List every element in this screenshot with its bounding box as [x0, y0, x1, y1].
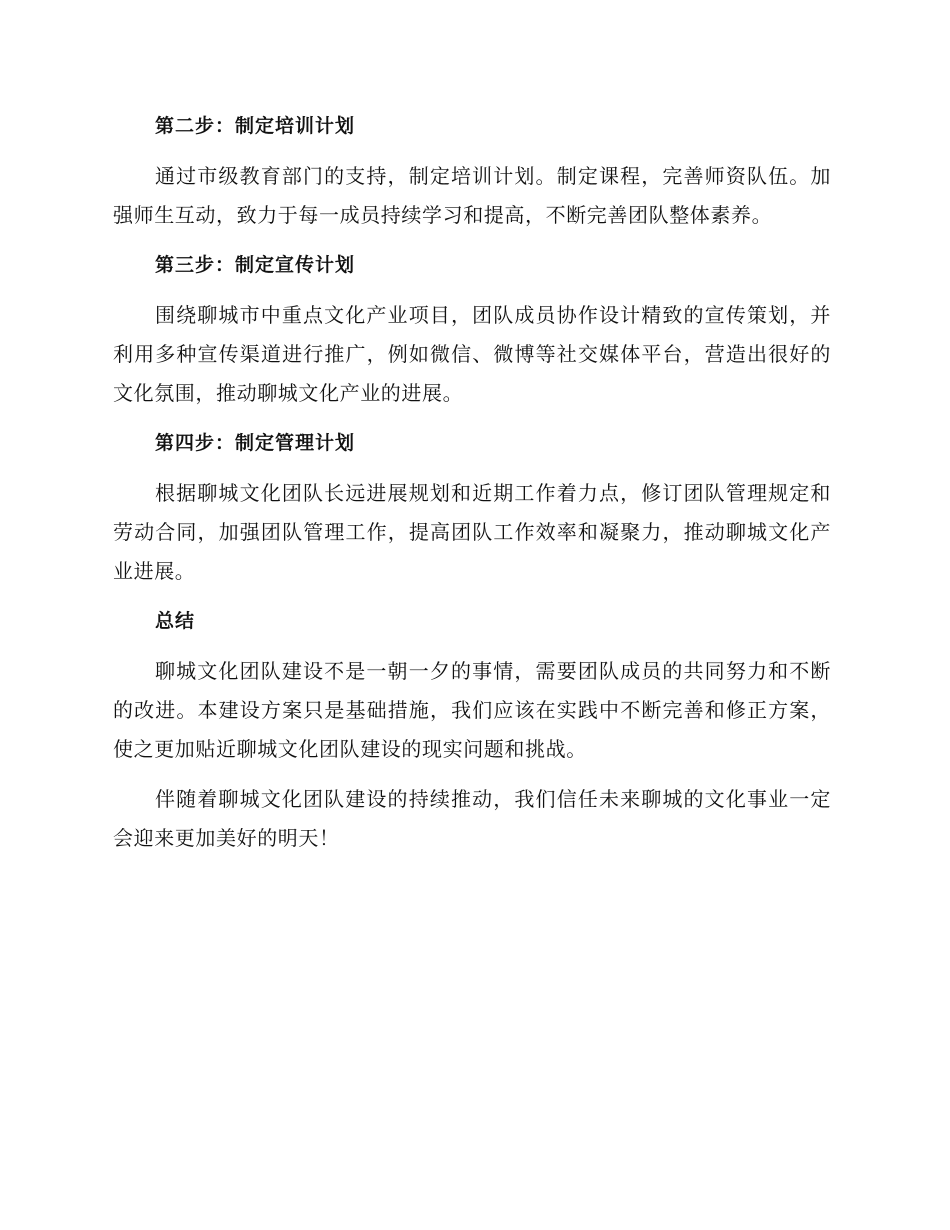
section-heading-step-4: 第四步：制定管理计划: [155, 432, 356, 454]
section-heading-summary: 总结: [155, 610, 196, 632]
paragraph-summary-1: 聊城文化团队建设不是一朝一夕的事情，需要团队成员的共同努力和不断的改进。本建设方案只是基础措施，我们应该在实践中不断完善和修正方案，使之更加贴近聊城文化团队建设的现实问题和挑战。: [113, 659, 831, 761]
paragraph-step-2: 通过市级教育部门的支持，制定培训计划。制定课程，完善师资队伍。加强师生互动，致力于每一成员持续学习和提高，不断完善团队整体素养。: [113, 164, 831, 227]
paragraph-step-3: 围绕聊城市中重点文化产业项目，团队成员协作设计精致的宣传策划，并利用多种宣传渠道进行推广，例如微信、微博等社交媒体平台，营造出很好的文化氛围，推动聊城文化产业的进展。: [113, 303, 831, 405]
section-heading-step-2: 第二步：制定培训计划: [155, 115, 356, 137]
section-heading-step-3: 第三步：制定宣传计划: [155, 254, 356, 276]
paragraph-summary-2: 伴随着聊城文化团队建设的持续推动，我们信任未来聊城的文化事业一定会迎来更加美好的明天！: [113, 787, 831, 850]
document-page: [113, 107, 831, 869]
paragraph-step-4: 根据聊城文化团队长远进展规划和近期工作着力点，修订团队管理规定和劳动合同，加强团队管理工作，提高团队工作效率和凝聚力，推动聊城文化产业进展。: [113, 481, 831, 583]
